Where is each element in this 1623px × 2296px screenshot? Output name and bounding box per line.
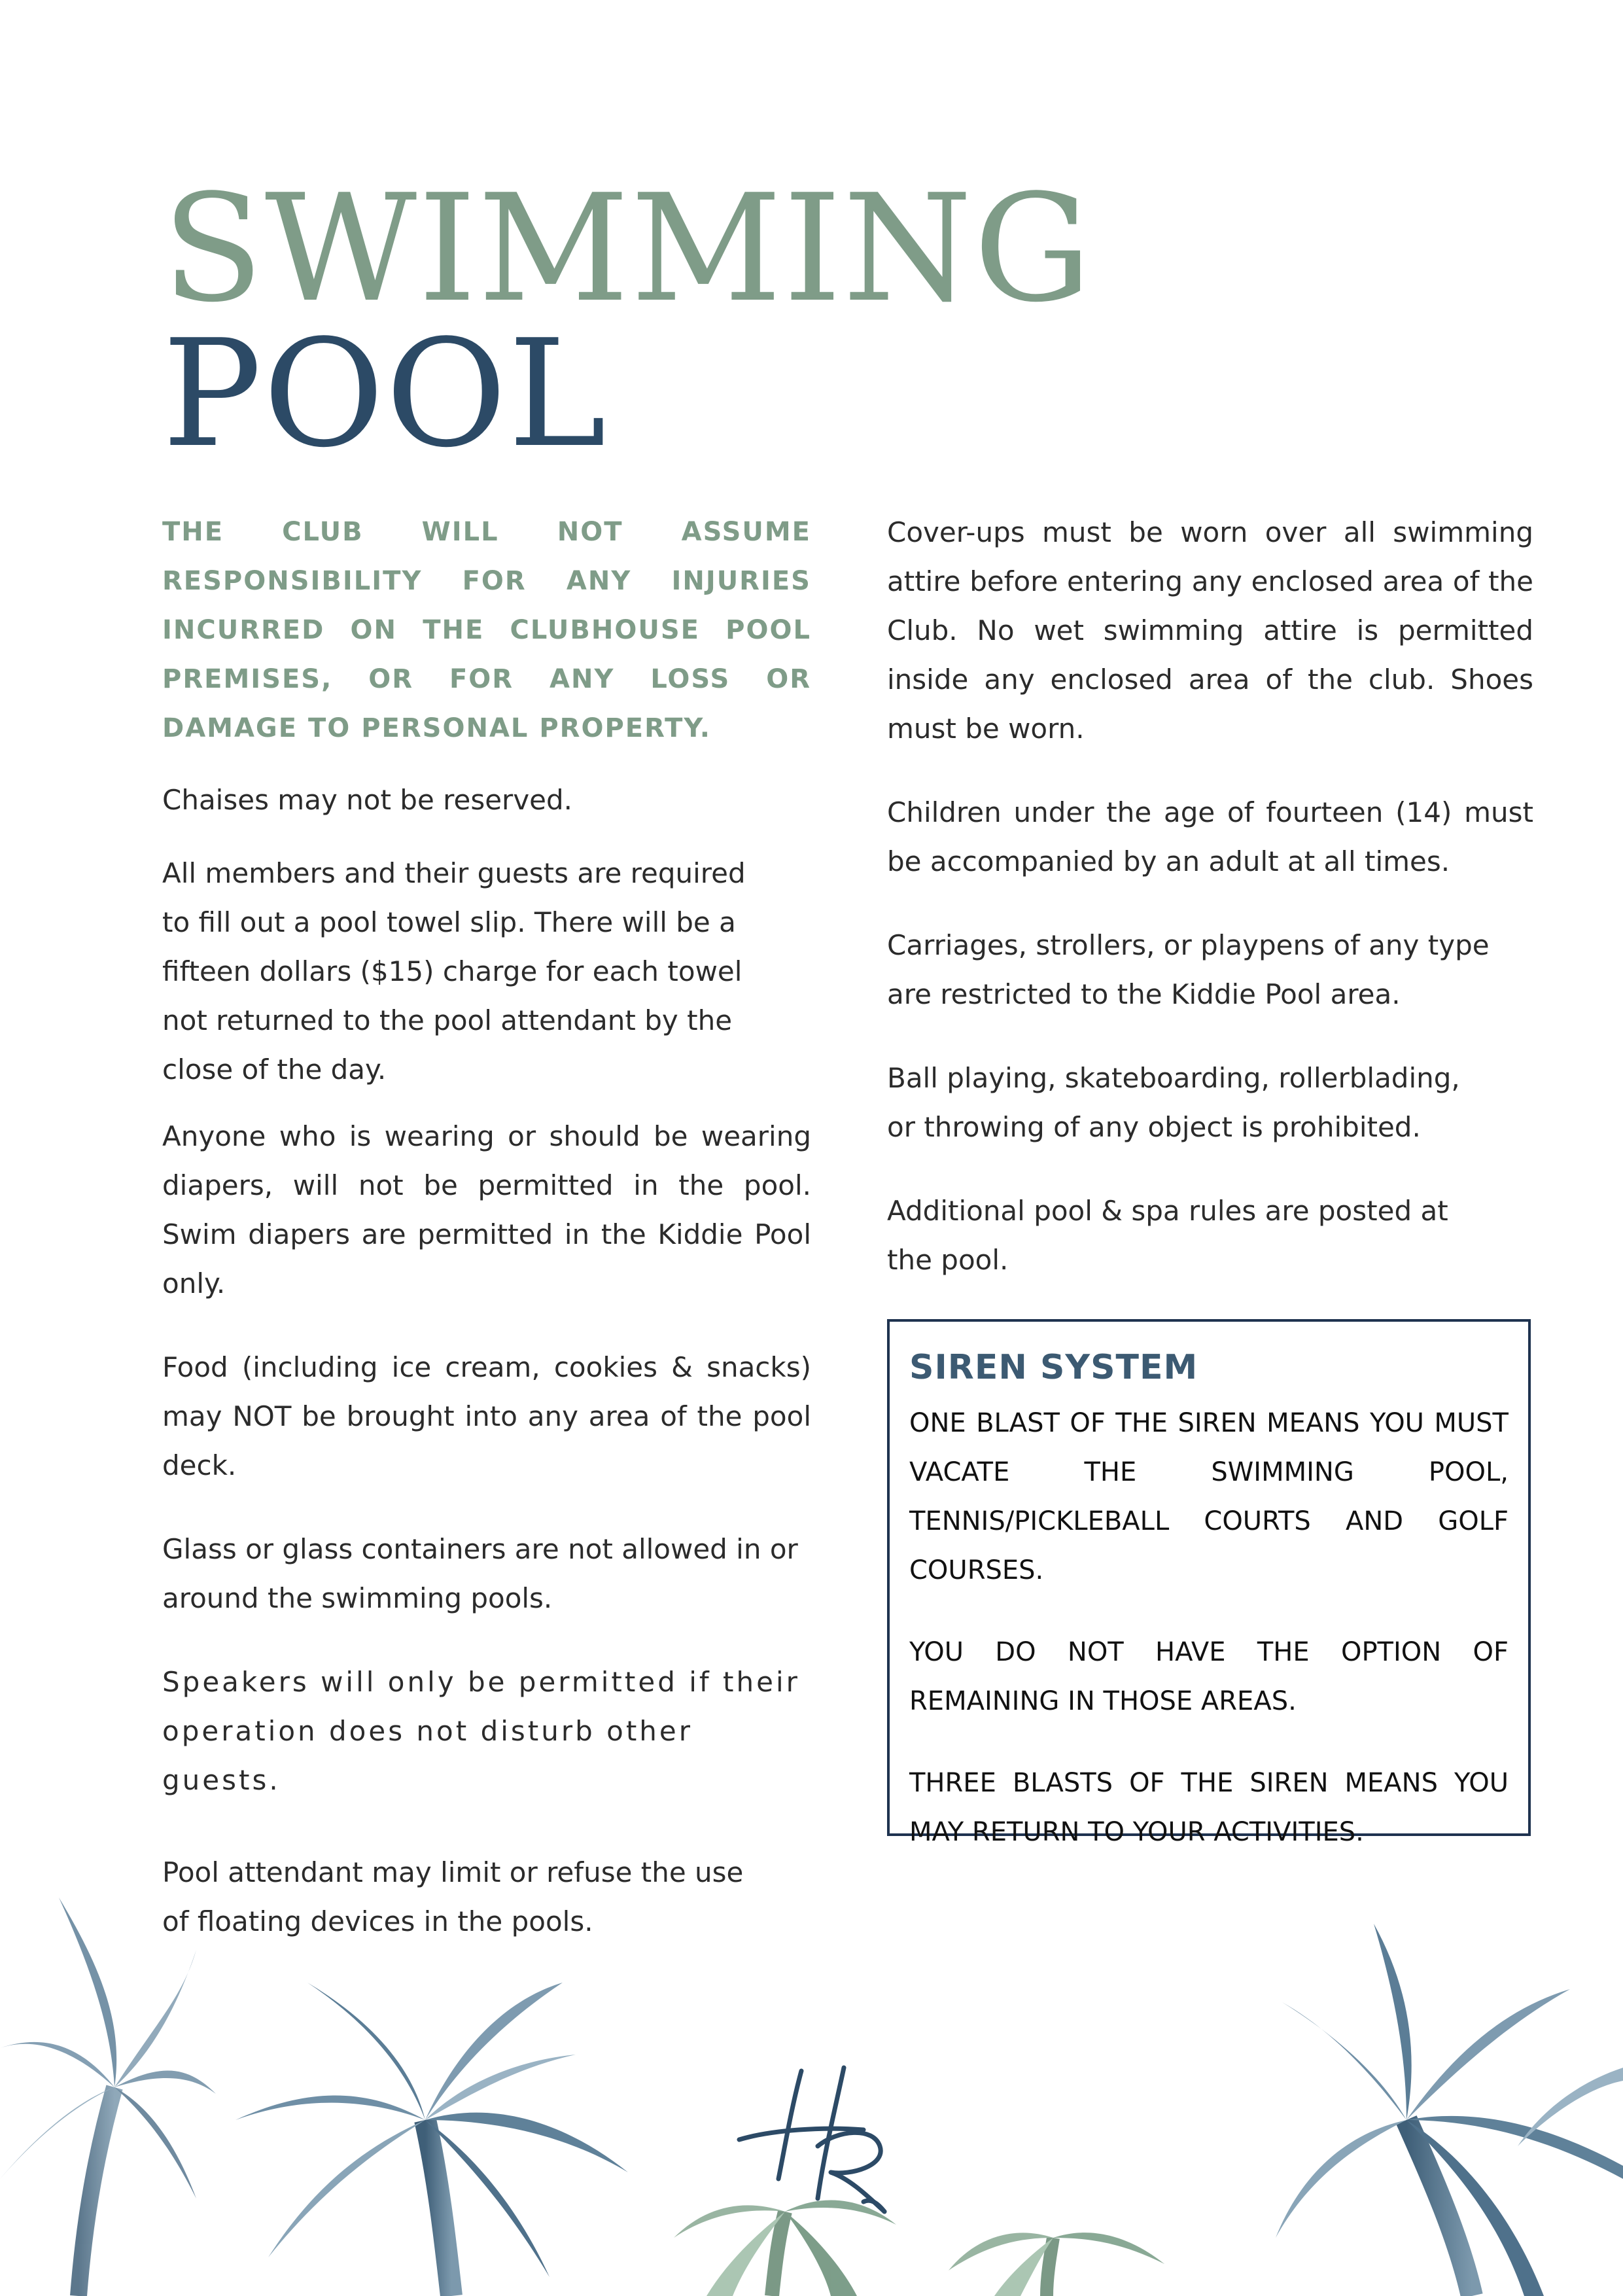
right-column — [887, 508, 1533, 1284]
hr-monogram-logo — [739, 2068, 884, 2212]
rule-cover-ups: Cover-ups must be worn over all swimming attire before entering any enclosed area of the Club. No wet swimming attire is permitted inside any enclosed area of the club. Shoes must be worn. — [887, 516, 1533, 745]
left-column — [162, 508, 811, 1946]
rule-floating-devices: Pool attendant may limit or refuse the use of floating devices in the pools. — [162, 1856, 744, 1937]
rule-speakers: Speakers will only be permitted if their operation does not disturb other guests. — [162, 1666, 800, 1796]
title-line-swimming: SWIMMING — [162, 163, 1093, 335]
rule-food: Food (including ice cream, cookies & snacks) may NOT be brought into any area of the pool deck. — [162, 1351, 811, 1481]
siren-no-option: YOU DO NOT HAVE THE OPTION OF REMAINING IN THOSE AREAS. — [909, 1637, 1509, 1716]
title-line-pool: POOL — [162, 308, 608, 480]
palm-center-green — [674, 2200, 1164, 2296]
rule-additional: Additional pool & spa rules are posted at the pool. — [887, 1195, 1448, 1276]
rule-glass: Glass or glass containers are not allowed in or around the swimming pools. — [162, 1533, 798, 1614]
siren-three-blasts: THREE BLASTS OF THE SIREN MEANS YOU MAY RETURN TO YOUR ACTIVITIES. — [909, 1768, 1509, 1847]
rule-children: Children under the age of fourteen (14) must be accompanied by an adult at all times. — [887, 796, 1533, 877]
palm-left-far — [0, 1898, 216, 2296]
rule-chaises: Chaises may not be reserved. — [162, 784, 573, 816]
siren-system-box — [887, 1319, 1531, 1847]
rule-ball-playing: Ball playing, skateboarding, rollerblading, or throwing of any object is prohibited. — [887, 1062, 1460, 1143]
siren-system-title: SIREN SYSTEM — [909, 1348, 1198, 1387]
palm-tree-illustration — [0, 1871, 1623, 2296]
rule-diapers: Anyone who is wearing or should be wearing diapers, will not be permitted in the pool. Swim diapers are permitted in the Kiddie Pool only. — [162, 1120, 811, 1299]
palm-left-center — [236, 1983, 628, 2296]
rule-carriages: Carriages, strollers, or playpens of any type are restricted to the Kiddie Pool area. — [887, 929, 1490, 1010]
siren-one-blast: ONE BLAST OF THE SIREN MEANS YOU MUST VACATE THE SWIMMING POOL, TENNIS/PICKLEBALL COURTS AND GOLF COURSES. — [909, 1408, 1509, 1585]
liability-disclaimer: THE CLUB WILL NOT ASSUME RESPONSIBILITY FOR ANY INJURIES INCURRED ON THE CLUBHOUSE POOL PREMISES, OR FOR ANY LOSS OR DAMAGE TO PERSONAL PROPERTY. — [162, 517, 811, 743]
palm-right — [1276, 1924, 1623, 2296]
rule-towels: All members and their guests are required to fill out a pool towel slip. There will be a fifteen dollars ($15) charge for each towel not returned to the pool attendant by the close of the day. — [162, 857, 746, 1086]
